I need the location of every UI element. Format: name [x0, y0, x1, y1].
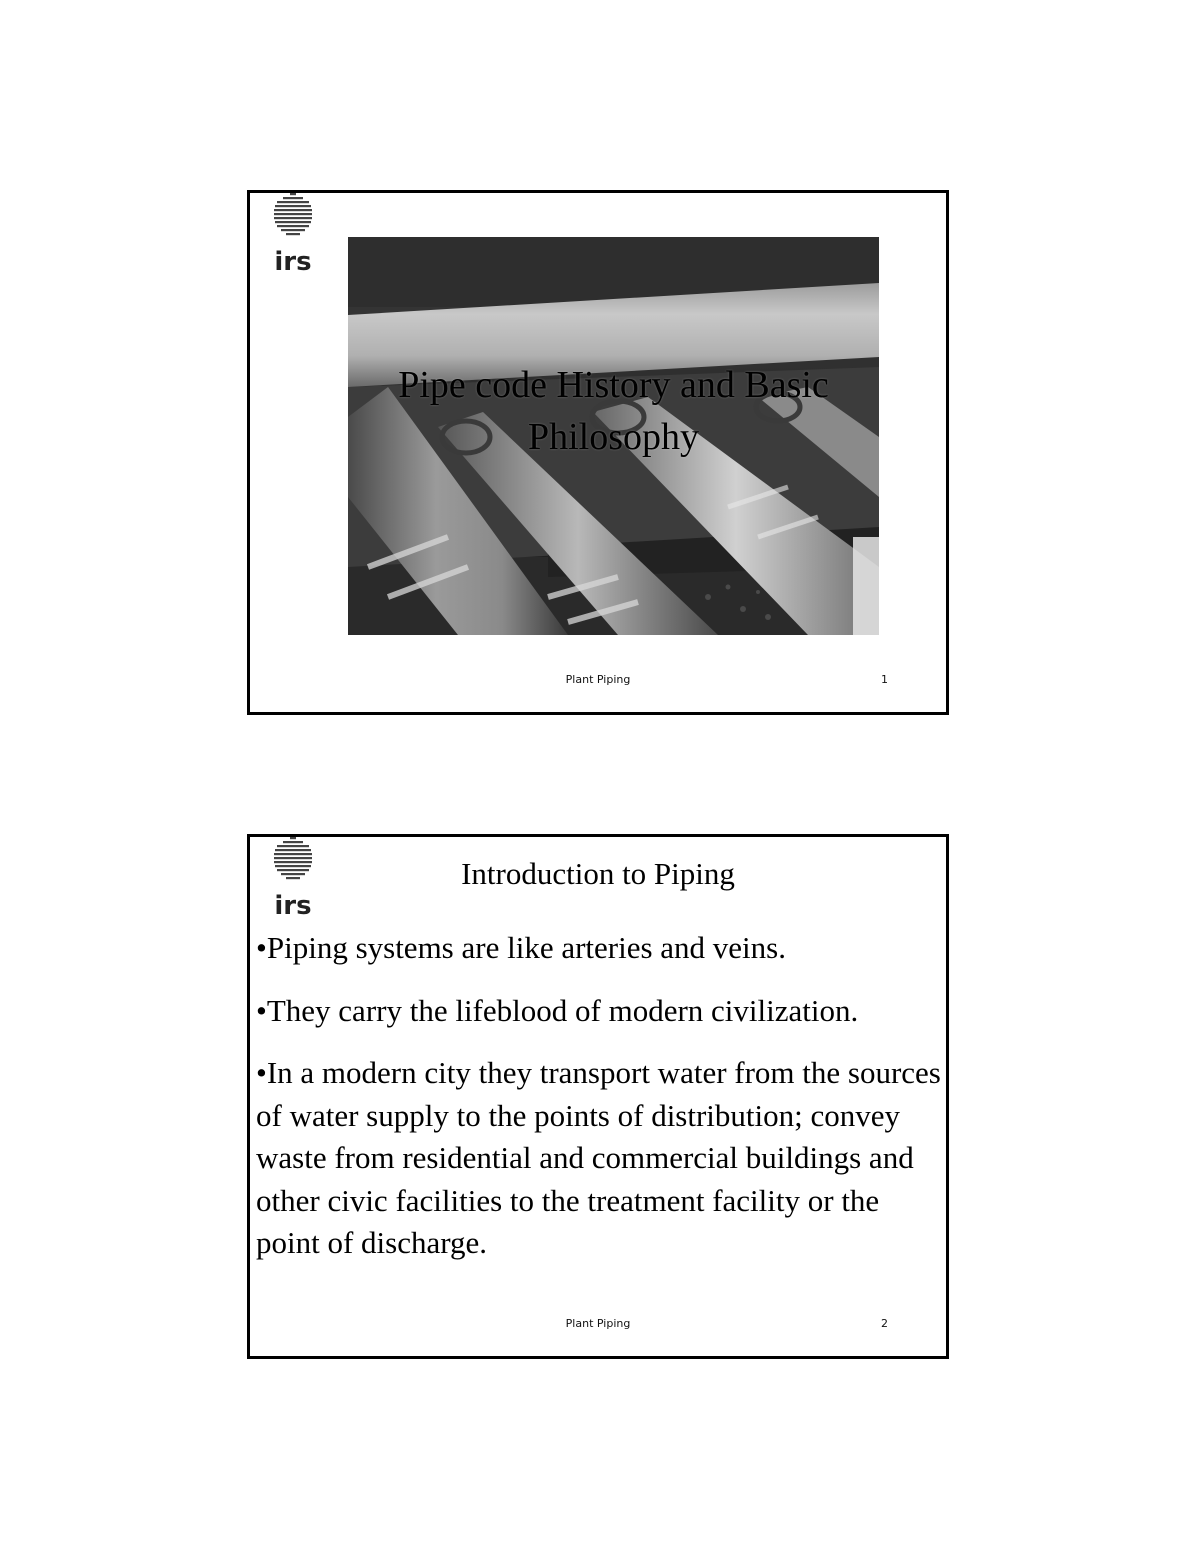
slide-2 — [247, 834, 949, 1359]
svg-text:irs: irs — [274, 247, 312, 271]
bullet-list — [256, 927, 946, 1265]
slide-title-line-1: Pipe code History and Basic — [398, 364, 829, 406]
bullet-item: •Piping systems are like arteries and veins. — [256, 930, 786, 965]
svg-text:irs: irs — [274, 891, 312, 915]
page-number: 1 — [881, 673, 888, 686]
slide-footer — [250, 673, 946, 689]
slide-title: Introduction to Piping — [461, 856, 735, 891]
bullet-item: •In a modern city they transport water from the sources of water supply to the points of distribution; convey waste from residential and commercial buildings and other civic facilities to the treatment facility or the point of discharge. — [256, 1055, 941, 1260]
slide-title-line-2: Philosophy — [527, 416, 700, 458]
irs-logo — [264, 193, 324, 271]
footer-text: Plant Piping — [565, 673, 631, 686]
slide-footer — [250, 1317, 946, 1333]
slide-title — [348, 359, 879, 463]
page-number: 2 — [881, 1317, 888, 1330]
footer-text: Plant Piping — [565, 1317, 631, 1330]
bullet-item: •They carry the lifeblood of modern civilization. — [256, 992, 859, 1028]
slide-1 — [247, 190, 949, 715]
